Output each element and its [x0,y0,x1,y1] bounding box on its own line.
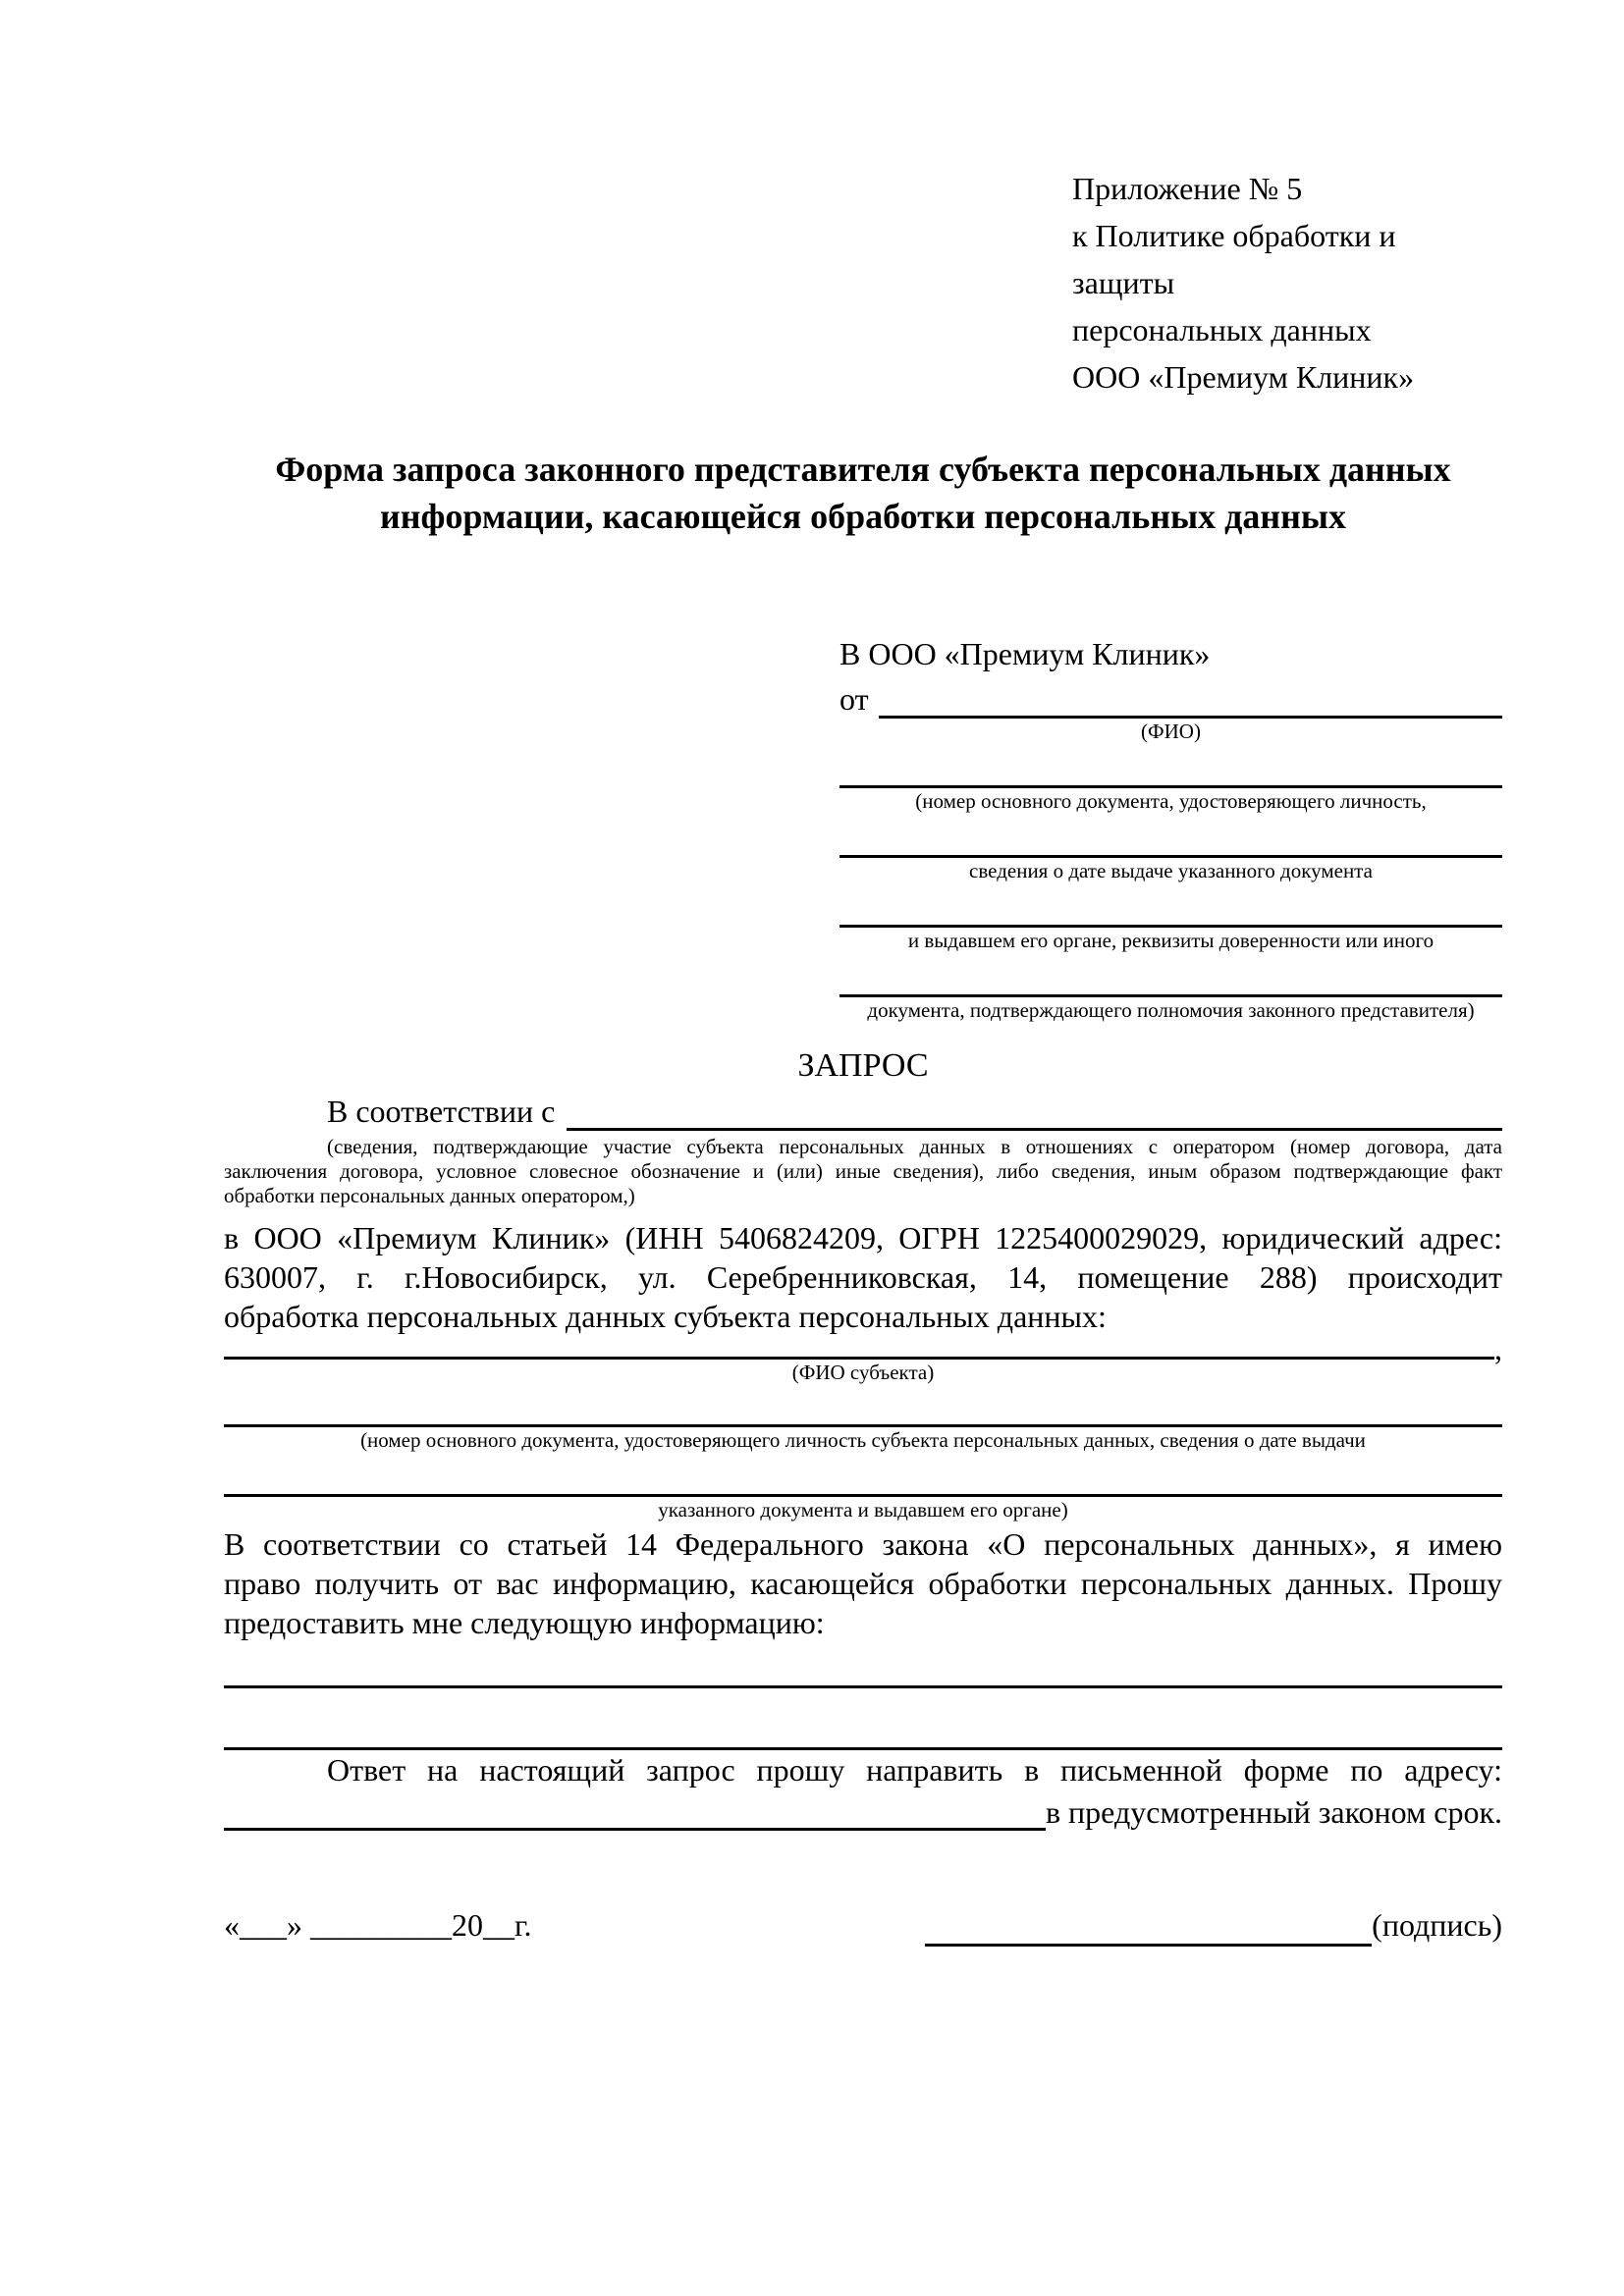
footer-row [224,1903,1502,1947]
subject-doc-caption-2: указанного документа и выдавшем его органе) [658,1498,1068,1522]
reply-address-row [224,1789,1502,1831]
appendix-note-line: к Политике обработки и защиты [1072,218,1396,300]
intro-caption-line: заключения договора, условное словесное обозначение и (или) иные сведения), либо сведения, иным образом подтверждающие факт [224,1159,1502,1183]
intro-caption [224,1135,1502,1208]
request-heading: ЗАПРОС [797,1047,929,1084]
operator-paragraph [224,1218,1502,1336]
document-title-line: Форма запроса законного представителя субъекта персональных данных [275,450,1451,489]
signature-block [925,1903,1502,1947]
rep-doc-caption-3: и выдавшем его органе, реквизиты доверенности или иного [907,929,1435,952]
document-title [224,446,1502,540]
operator-paragraph-line: 630007, г. г.Новосибирск, ул. Серебренниковская, 14, помещение 288) происходит [224,1259,1502,1295]
operator-paragraph-line: обработка персональных данных субъекта персональных данных: [224,1299,1107,1334]
subject-fio-caption: (ФИО субъекта) [791,1361,935,1384]
rep-doc-blank-line-4 [839,963,1502,997]
operator-paragraph-line: в ООО «Премиум Клиник» (ИНН 5406824209, ОГРН 1225400029029, юридический адрес: [224,1220,1502,1255]
subject-fio-row [224,1331,1502,1366]
from-label: от [839,681,869,717]
document-title-line: информации, касающейся обработки персональных данных [380,497,1346,536]
rep-doc-blank-line-1 [839,754,1502,788]
reply-sentence: Ответ на настоящий запрос прошу направить в письменной форме по адресу: [327,1752,1502,1788]
appendix-note-line: Приложение № 5 [1072,171,1303,206]
from-row [839,675,1502,719]
rep-doc-blank-line-3 [839,893,1502,928]
fio-caption: (ФИО) [1141,720,1201,743]
subject-comma: , [1494,1331,1502,1366]
intro-row [224,1088,1502,1131]
recipient-block [839,632,1502,1023]
law-paragraph [224,1524,1502,1642]
recipient-to: В ООО «Премиум Клиник» [839,636,1211,671]
intro-blank-line [567,1128,1502,1131]
law-paragraph-line: предоставить мне следующую информацию: [224,1605,825,1640]
intro-caption-line: обработки персональных данных оператором,) [224,1184,635,1207]
law-paragraph-line: В соответствии со статьей 14 Федерального закона «О персональных данных», я имею [224,1526,1502,1562]
signature-caption: (подпись) [1372,1907,1502,1943]
signature-blank-line [925,1904,1372,1947]
date-line: «___» _________20__г. [224,1907,532,1943]
intro-caption-line: (сведения, подтверждающие участие субъекта персональных данных в отношениях с оператором (номер договора, дата [327,1135,1502,1158]
law-paragraph-line: право получить от вас информацию, касающейся обработки персональных данных. Прошу [224,1566,1502,1601]
subject-doc-blank-line-2 [224,1468,1502,1497]
info-blank-line-1 [224,1660,1502,1688]
rep-doc-caption-1: (номер основного документа, удостоверяющего личность, [915,789,1427,813]
subject-doc-blank-line-1 [224,1399,1502,1427]
rep-doc-blank-line-2 [839,824,1502,858]
appendix-note-line: ООО «Премиум Клиник» [1072,359,1415,395]
subject-doc-caption-1: (номер основного документа, удостоверяющего личность субъекта персональных данных, сведения о дате выдачи [360,1428,1366,1452]
info-blank-line-2 [224,1722,1502,1750]
rep-doc-caption-4: документа, подтверждающего полномочия законного представителя) [867,998,1475,1022]
appendix-note [1072,165,1502,400]
reply-address-blank-line [224,1828,1046,1831]
appendix-note-line: персональных данных [1072,312,1372,347]
rep-doc-caption-2: сведения о дате выдаче указанного документа [969,859,1373,882]
reply-suffix: в предусмотренный законом срок. [1045,1794,1502,1830]
intro-label: В соответствии с [327,1094,556,1129]
